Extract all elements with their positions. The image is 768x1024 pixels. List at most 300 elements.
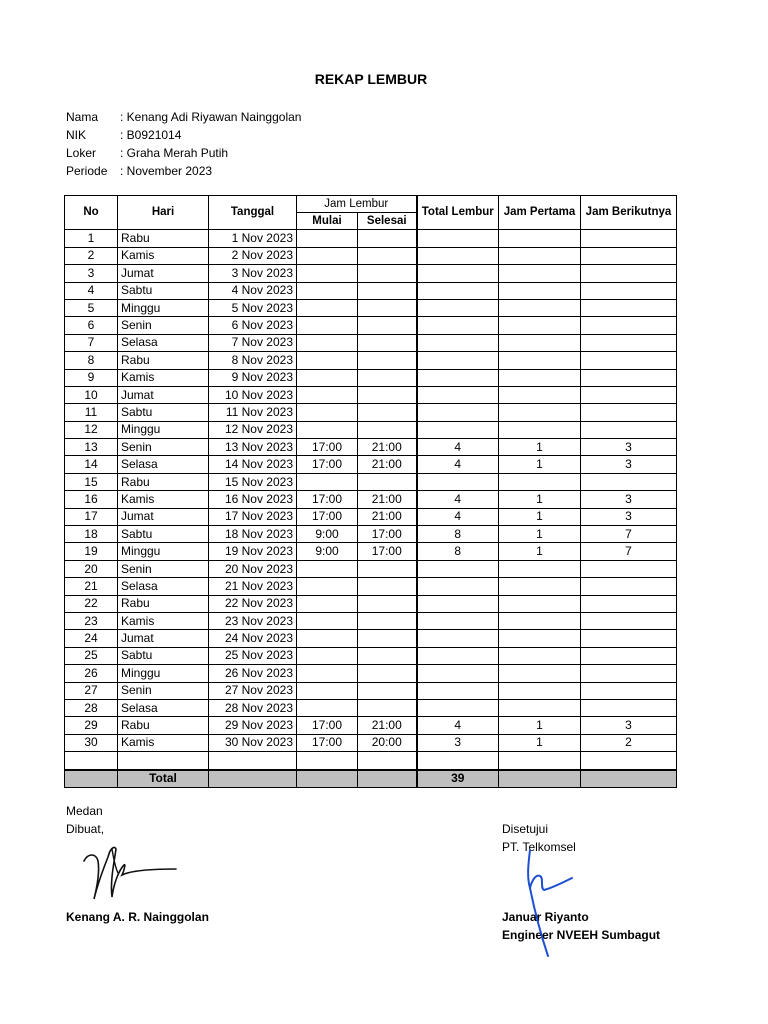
cell-hari bbox=[118, 752, 209, 770]
table-row bbox=[65, 717, 677, 734]
cell-jam-pertama: 1 bbox=[499, 491, 581, 508]
total-label: Total bbox=[118, 770, 209, 788]
cell-jam-berikutnya bbox=[581, 473, 677, 490]
overtime-table bbox=[64, 195, 677, 788]
table-row bbox=[65, 247, 677, 264]
cell-mulai bbox=[297, 404, 358, 421]
cell-jam-pertama: 1 bbox=[499, 717, 581, 734]
cell-no: 2 bbox=[65, 247, 118, 264]
table-row bbox=[65, 282, 677, 299]
cell-mulai: 17:00 bbox=[297, 508, 358, 525]
cell-total-lembur bbox=[417, 404, 499, 421]
cell-mulai bbox=[297, 612, 358, 629]
cell-mulai bbox=[297, 630, 358, 647]
cell-tanggal: 17 Nov 2023 bbox=[209, 508, 297, 525]
cell-selesai bbox=[358, 647, 417, 664]
total-empty bbox=[65, 770, 118, 788]
cell-tanggal: 8 Nov 2023 bbox=[209, 352, 297, 369]
table-row bbox=[65, 665, 677, 682]
cell-mulai bbox=[297, 421, 358, 438]
cell-mulai: 17:00 bbox=[297, 439, 358, 456]
signature-left bbox=[66, 802, 209, 926]
cell-total-lembur bbox=[417, 647, 499, 664]
cell-total-lembur bbox=[417, 352, 499, 369]
cell-total-lembur: 4 bbox=[417, 439, 499, 456]
cell-jam-pertama bbox=[499, 230, 581, 247]
cell-mulai: 9:00 bbox=[297, 543, 358, 560]
cell-total-lembur bbox=[417, 560, 499, 577]
cell-total-lembur: 3 bbox=[417, 734, 499, 751]
info-label: Periode bbox=[66, 164, 108, 178]
cell-tanggal: 19 Nov 2023 bbox=[209, 543, 297, 560]
cell-mulai: 17:00 bbox=[297, 491, 358, 508]
table-row bbox=[65, 508, 677, 525]
cell-hari: Rabu bbox=[118, 595, 209, 612]
cell-jam-pertama bbox=[499, 247, 581, 264]
cell-no: 6 bbox=[65, 317, 118, 334]
cell-jam-pertama bbox=[499, 282, 581, 299]
cell-jam-berikutnya: 3 bbox=[581, 508, 677, 525]
page-title: REKAP LEMBUR bbox=[314, 71, 428, 87]
cell-no: 18 bbox=[65, 526, 118, 543]
table-row bbox=[65, 421, 677, 438]
cell-total-lembur bbox=[417, 386, 499, 403]
cell-selesai bbox=[358, 334, 417, 351]
cell-jam-pertama: 1 bbox=[499, 734, 581, 751]
approved-label: Disetujui bbox=[502, 822, 549, 836]
cell-hari: Rabu bbox=[118, 230, 209, 247]
table-row bbox=[65, 473, 677, 490]
info-value: : Kenang Adi Riyawan Nainggolan bbox=[120, 110, 302, 124]
cell-total-lembur bbox=[417, 230, 499, 247]
cell-jam-berikutnya bbox=[581, 647, 677, 664]
cell-hari: Jumat bbox=[118, 386, 209, 403]
cell-jam-pertama bbox=[499, 334, 581, 351]
table-row bbox=[65, 699, 677, 716]
cell-no: 5 bbox=[65, 299, 118, 316]
cell-jam-berikutnya bbox=[581, 612, 677, 629]
cell-tanggal: 11 Nov 2023 bbox=[209, 404, 297, 421]
total-row bbox=[65, 770, 677, 788]
cell-jam-berikutnya bbox=[581, 247, 677, 264]
cell-mulai bbox=[297, 334, 358, 351]
cell-jam-berikutnya bbox=[581, 630, 677, 647]
cell-no: 4 bbox=[65, 282, 118, 299]
cell-jam-pertama bbox=[499, 352, 581, 369]
cell-total-lembur bbox=[417, 282, 499, 299]
cell-selesai: 21:00 bbox=[358, 717, 417, 734]
cell-selesai bbox=[358, 595, 417, 612]
cell-selesai bbox=[358, 752, 417, 770]
cell-hari: Senin bbox=[118, 682, 209, 699]
cell-selesai bbox=[358, 386, 417, 403]
cell-mulai bbox=[297, 647, 358, 664]
info-row-nama bbox=[66, 108, 301, 126]
cell-hari: Kamis bbox=[118, 734, 209, 751]
info-label: Loker bbox=[66, 146, 97, 160]
cell-total-lembur: 4 bbox=[417, 491, 499, 508]
cell-total-lembur bbox=[417, 612, 499, 629]
cell-jam-pertama: 1 bbox=[499, 439, 581, 456]
cell-selesai bbox=[358, 265, 417, 282]
table-row bbox=[65, 612, 677, 629]
total-empty bbox=[209, 770, 297, 788]
cell-hari: Senin bbox=[118, 439, 209, 456]
cell-hari: Kamis bbox=[118, 491, 209, 508]
cell-selesai: 21:00 bbox=[358, 491, 417, 508]
cell-tanggal: 4 Nov 2023 bbox=[209, 282, 297, 299]
cell-mulai bbox=[297, 317, 358, 334]
cell-total-lembur bbox=[417, 334, 499, 351]
cell-mulai: 17:00 bbox=[297, 456, 358, 473]
cell-tanggal: 25 Nov 2023 bbox=[209, 647, 297, 664]
cell-no: 14 bbox=[65, 456, 118, 473]
cell-no: 7 bbox=[65, 334, 118, 351]
table-row bbox=[65, 752, 677, 770]
cell-no: 27 bbox=[65, 682, 118, 699]
cell-jam-pertama bbox=[499, 317, 581, 334]
cell-selesai bbox=[358, 369, 417, 386]
cell-tanggal: 16 Nov 2023 bbox=[209, 491, 297, 508]
cell-jam-berikutnya bbox=[581, 682, 677, 699]
cell-jam-berikutnya: 2 bbox=[581, 734, 677, 751]
cell-jam-pertama bbox=[499, 647, 581, 664]
table-row bbox=[65, 317, 677, 334]
info-value: : Graha Merah Putih bbox=[120, 146, 229, 160]
cell-mulai bbox=[297, 282, 358, 299]
cell-jam-pertama bbox=[499, 699, 581, 716]
total-empty bbox=[358, 770, 417, 788]
cell-tanggal: 27 Nov 2023 bbox=[209, 682, 297, 699]
total-value: 39 bbox=[417, 770, 499, 788]
cell-no: 17 bbox=[65, 508, 118, 525]
cell-mulai bbox=[297, 699, 358, 716]
table-row bbox=[65, 369, 677, 386]
cell-mulai bbox=[297, 230, 358, 247]
cell-tanggal: 29 Nov 2023 bbox=[209, 717, 297, 734]
cell-jam-pertama bbox=[499, 665, 581, 682]
cell-jam-berikutnya bbox=[581, 299, 677, 316]
cell-jam-pertama: 1 bbox=[499, 508, 581, 525]
cell-tanggal: 26 Nov 2023 bbox=[209, 665, 297, 682]
signature-right bbox=[502, 820, 660, 944]
cell-jam-berikutnya bbox=[581, 699, 677, 716]
header-jam-berikutnya: Jam Berikutnya bbox=[581, 196, 677, 230]
table-row bbox=[65, 526, 677, 543]
cell-no: 10 bbox=[65, 386, 118, 403]
cell-jam-berikutnya: 7 bbox=[581, 526, 677, 543]
cell-hari: Sabtu bbox=[118, 404, 209, 421]
table-row bbox=[65, 230, 677, 247]
cell-no: 26 bbox=[65, 665, 118, 682]
cell-jam-berikutnya: 7 bbox=[581, 543, 677, 560]
cell-selesai bbox=[358, 230, 417, 247]
table-row bbox=[65, 299, 677, 316]
cell-jam-berikutnya bbox=[581, 369, 677, 386]
cell-total-lembur: 8 bbox=[417, 526, 499, 543]
cell-total-lembur: 8 bbox=[417, 543, 499, 560]
cell-jam-pertama bbox=[499, 630, 581, 647]
cell-jam-pertama bbox=[499, 386, 581, 403]
cell-total-lembur bbox=[417, 595, 499, 612]
cell-tanggal: 28 Nov 2023 bbox=[209, 699, 297, 716]
info-value: : B0921014 bbox=[120, 128, 182, 142]
cell-tanggal: 3 Nov 2023 bbox=[209, 265, 297, 282]
cell-jam-berikutnya bbox=[581, 317, 677, 334]
cell-tanggal: 5 Nov 2023 bbox=[209, 299, 297, 316]
cell-total-lembur bbox=[417, 682, 499, 699]
cell-total-lembur: 4 bbox=[417, 508, 499, 525]
cell-selesai bbox=[358, 699, 417, 716]
cell-no: 13 bbox=[65, 439, 118, 456]
table-row bbox=[65, 352, 677, 369]
cell-tanggal: 30 Nov 2023 bbox=[209, 734, 297, 751]
cell-tanggal bbox=[209, 752, 297, 770]
cell-tanggal: 6 Nov 2023 bbox=[209, 317, 297, 334]
cell-mulai bbox=[297, 595, 358, 612]
header-tanggal: Tanggal bbox=[209, 196, 297, 230]
cell-total-lembur bbox=[417, 473, 499, 490]
cell-hari: Selasa bbox=[118, 456, 209, 473]
cell-no bbox=[65, 752, 118, 770]
cell-jam-pertama: 1 bbox=[499, 543, 581, 560]
cell-tanggal: 10 Nov 2023 bbox=[209, 386, 297, 403]
cell-no: 21 bbox=[65, 578, 118, 595]
cell-mulai bbox=[297, 299, 358, 316]
cell-jam-pertama bbox=[499, 473, 581, 490]
cell-jam-berikutnya bbox=[581, 421, 677, 438]
cell-jam-pertama bbox=[499, 560, 581, 577]
cell-mulai bbox=[297, 369, 358, 386]
header-total-lembur: Total Lembur bbox=[417, 196, 499, 230]
header-jam-lembur: Jam Lembur bbox=[297, 196, 417, 213]
city: Medan bbox=[66, 804, 103, 818]
cell-selesai bbox=[358, 612, 417, 629]
cell-selesai bbox=[358, 247, 417, 264]
cell-selesai bbox=[358, 630, 417, 647]
cell-total-lembur bbox=[417, 699, 499, 716]
cell-selesai: 17:00 bbox=[358, 543, 417, 560]
table-row bbox=[65, 439, 677, 456]
cell-jam-pertama bbox=[499, 404, 581, 421]
cell-no: 23 bbox=[65, 612, 118, 629]
signature-right-drawing bbox=[518, 848, 598, 958]
cell-no: 24 bbox=[65, 630, 118, 647]
cell-hari: Jumat bbox=[118, 630, 209, 647]
cell-selesai bbox=[358, 682, 417, 699]
cell-hari: Sabtu bbox=[118, 647, 209, 664]
cell-hari: Rabu bbox=[118, 352, 209, 369]
info-row-loker bbox=[66, 144, 301, 162]
cell-hari: Sabtu bbox=[118, 526, 209, 543]
cell-selesai bbox=[358, 473, 417, 490]
info-label: NIK bbox=[66, 128, 87, 142]
cell-selesai bbox=[358, 578, 417, 595]
cell-selesai bbox=[358, 665, 417, 682]
cell-tanggal: 24 Nov 2023 bbox=[209, 630, 297, 647]
cell-total-lembur bbox=[417, 421, 499, 438]
cell-selesai bbox=[358, 421, 417, 438]
table-row bbox=[65, 630, 677, 647]
total-empty bbox=[581, 770, 677, 788]
cell-no: 19 bbox=[65, 543, 118, 560]
cell-mulai: 17:00 bbox=[297, 717, 358, 734]
table-row bbox=[65, 386, 677, 403]
cell-selesai bbox=[358, 560, 417, 577]
cell-hari: Kamis bbox=[118, 247, 209, 264]
cell-no: 1 bbox=[65, 230, 118, 247]
cell-mulai bbox=[297, 386, 358, 403]
table-row bbox=[65, 543, 677, 560]
cell-no: 25 bbox=[65, 647, 118, 664]
header-no: No bbox=[65, 196, 118, 230]
cell-total-lembur bbox=[417, 630, 499, 647]
table-row bbox=[65, 404, 677, 421]
cell-no: 16 bbox=[65, 491, 118, 508]
cell-jam-pertama bbox=[499, 299, 581, 316]
cell-jam-berikutnya bbox=[581, 404, 677, 421]
cell-tanggal: 1 Nov 2023 bbox=[209, 230, 297, 247]
cell-no: 15 bbox=[65, 473, 118, 490]
cell-tanggal: 2 Nov 2023 bbox=[209, 247, 297, 264]
cell-jam-berikutnya bbox=[581, 665, 677, 682]
cell-jam-berikutnya bbox=[581, 560, 677, 577]
cell-no: 3 bbox=[65, 265, 118, 282]
cell-hari: Jumat bbox=[118, 265, 209, 282]
made-by-label: Dibuat, bbox=[66, 822, 105, 836]
cell-hari: Rabu bbox=[118, 473, 209, 490]
cell-total-lembur bbox=[417, 578, 499, 595]
cell-total-lembur bbox=[417, 752, 499, 770]
company-name: PT. Telkomsel bbox=[502, 840, 576, 854]
table-row bbox=[65, 456, 677, 473]
cell-selesai: 17:00 bbox=[358, 526, 417, 543]
table-row bbox=[65, 734, 677, 751]
cell-tanggal: 13 Nov 2023 bbox=[209, 439, 297, 456]
cell-selesai bbox=[358, 352, 417, 369]
table-row bbox=[65, 682, 677, 699]
cell-hari: Kamis bbox=[118, 369, 209, 386]
cell-total-lembur bbox=[417, 247, 499, 264]
cell-jam-berikutnya bbox=[581, 578, 677, 595]
table-row bbox=[65, 578, 677, 595]
cell-jam-berikutnya bbox=[581, 352, 677, 369]
cell-jam-pertama bbox=[499, 265, 581, 282]
cell-mulai bbox=[297, 578, 358, 595]
cell-total-lembur bbox=[417, 665, 499, 682]
table-row bbox=[65, 647, 677, 664]
cell-tanggal: 14 Nov 2023 bbox=[209, 456, 297, 473]
table-row bbox=[65, 491, 677, 508]
cell-jam-berikutnya: 3 bbox=[581, 439, 677, 456]
cell-hari: Selasa bbox=[118, 334, 209, 351]
total-empty bbox=[499, 770, 581, 788]
cell-total-lembur bbox=[417, 317, 499, 334]
cell-selesai: 21:00 bbox=[358, 439, 417, 456]
header-selesai: Selesai bbox=[358, 213, 417, 230]
cell-mulai bbox=[297, 473, 358, 490]
cell-jam-berikutnya bbox=[581, 282, 677, 299]
cell-jam-pertama bbox=[499, 578, 581, 595]
cell-jam-pertama: 1 bbox=[499, 526, 581, 543]
cell-hari: Jumat bbox=[118, 508, 209, 525]
cell-no: 28 bbox=[65, 699, 118, 716]
cell-selesai bbox=[358, 404, 417, 421]
cell-tanggal: 12 Nov 2023 bbox=[209, 421, 297, 438]
cell-hari: Selasa bbox=[118, 578, 209, 595]
cell-selesai bbox=[358, 282, 417, 299]
header-jam-pertama: Jam Pertama bbox=[499, 196, 581, 230]
cell-hari: Senin bbox=[118, 560, 209, 577]
cell-jam-berikutnya: 3 bbox=[581, 456, 677, 473]
cell-no: 11 bbox=[65, 404, 118, 421]
cell-hari: Sabtu bbox=[118, 282, 209, 299]
cell-hari: Minggu bbox=[118, 665, 209, 682]
cell-no: 30 bbox=[65, 734, 118, 751]
cell-tanggal: 15 Nov 2023 bbox=[209, 473, 297, 490]
cell-hari: Kamis bbox=[118, 612, 209, 629]
cell-no: 9 bbox=[65, 369, 118, 386]
cell-no: 22 bbox=[65, 595, 118, 612]
cell-jam-berikutnya bbox=[581, 334, 677, 351]
total-empty bbox=[297, 770, 358, 788]
info-row-nik bbox=[66, 126, 301, 144]
signer-right-role: Engineer NVEEH Sumbagut bbox=[502, 928, 661, 942]
info-row-periode bbox=[66, 162, 301, 180]
cell-mulai bbox=[297, 665, 358, 682]
info-label: Nama bbox=[66, 110, 99, 124]
cell-jam-pertama bbox=[499, 682, 581, 699]
cell-mulai bbox=[297, 682, 358, 699]
cell-jam-berikutnya bbox=[581, 595, 677, 612]
table-row bbox=[65, 560, 677, 577]
cell-no: 12 bbox=[65, 421, 118, 438]
cell-jam-pertama: 1 bbox=[499, 456, 581, 473]
cell-hari: Rabu bbox=[118, 717, 209, 734]
cell-mulai: 9:00 bbox=[297, 526, 358, 543]
cell-total-lembur bbox=[417, 299, 499, 316]
cell-jam-pertama bbox=[499, 752, 581, 770]
cell-jam-berikutnya: 3 bbox=[581, 717, 677, 734]
cell-tanggal: 22 Nov 2023 bbox=[209, 595, 297, 612]
table-row bbox=[65, 595, 677, 612]
cell-tanggal: 21 Nov 2023 bbox=[209, 578, 297, 595]
cell-jam-pertama bbox=[499, 612, 581, 629]
signer-right-name: Januar Riyanto bbox=[502, 910, 589, 924]
cell-no: 20 bbox=[65, 560, 118, 577]
cell-no: 29 bbox=[65, 717, 118, 734]
cell-jam-pertama bbox=[499, 595, 581, 612]
signer-left-name: Kenang A. R. Nainggolan bbox=[66, 910, 209, 924]
cell-jam-berikutnya: 3 bbox=[581, 491, 677, 508]
cell-selesai: 20:00 bbox=[358, 734, 417, 751]
cell-hari: Senin bbox=[118, 317, 209, 334]
cell-mulai bbox=[297, 560, 358, 577]
cell-mulai bbox=[297, 247, 358, 264]
cell-total-lembur: 4 bbox=[417, 717, 499, 734]
signature-left-drawing bbox=[78, 839, 188, 907]
cell-selesai bbox=[358, 317, 417, 334]
table-body bbox=[65, 230, 677, 770]
cell-tanggal: 7 Nov 2023 bbox=[209, 334, 297, 351]
table-row bbox=[65, 265, 677, 282]
cell-no: 8 bbox=[65, 352, 118, 369]
table-row bbox=[65, 334, 677, 351]
cell-jam-pertama bbox=[499, 369, 581, 386]
cell-jam-berikutnya bbox=[581, 230, 677, 247]
cell-jam-berikutnya bbox=[581, 265, 677, 282]
cell-selesai bbox=[358, 299, 417, 316]
